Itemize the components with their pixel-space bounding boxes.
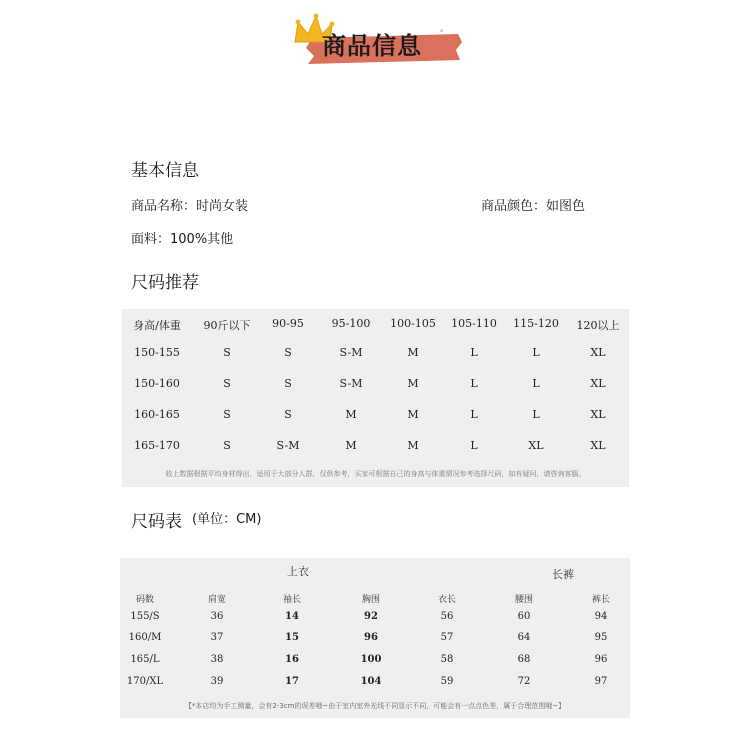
rec-cell: S-M — [339, 346, 363, 359]
rec-cell: L — [470, 439, 478, 452]
rec-cell: S — [223, 377, 231, 390]
chart-row-size: 155/S — [130, 611, 160, 622]
chart-header-cell: 裤长 — [591, 595, 611, 605]
chart-cell: 95 — [594, 632, 608, 643]
rec-cell: L — [532, 346, 540, 359]
page-title: 商品信息 — [322, 32, 422, 60]
rec-cell: XL — [590, 377, 606, 390]
rec-cell: M — [407, 377, 419, 390]
chart-cell: 37 — [210, 632, 224, 643]
rec-cell: XL — [590, 346, 606, 359]
rec-cell: S-M — [276, 439, 300, 452]
rec-header-cell: 90斤以下 — [203, 319, 251, 332]
size-chart-note: 【*本店均为手工测量，会有2-3cm的误差哦~由于室内室外光线不同显示不同，可能会有一点点色差，属于合理范围哦~】 — [184, 702, 566, 710]
chart-cell: 64 — [517, 632, 531, 643]
chart-cell: 104 — [360, 676, 382, 687]
chart-cell: 97 — [594, 676, 608, 687]
chart-cell: 16 — [285, 654, 299, 665]
chart-header-cell: 码数 — [135, 595, 155, 605]
group-top-label: 上衣 — [287, 565, 309, 578]
rec-cell: L — [532, 408, 540, 421]
product-material: 面料：100%其他 — [131, 232, 234, 247]
rec-row-height: 150-160 — [134, 377, 180, 390]
rec-cell: M — [407, 408, 419, 421]
rec-header-cell: 120以上 — [576, 319, 620, 332]
chart-cell: 38 — [210, 654, 224, 665]
size-chart-unit: (单位：CM) — [192, 512, 262, 527]
product-name: 商品名称：时尚女装 — [131, 199, 249, 214]
chart-cell: 92 — [364, 611, 378, 622]
chart-cell: 72 — [517, 676, 531, 687]
rec-cell: L — [470, 377, 478, 390]
chart-row-size: 170/XL — [126, 676, 164, 687]
rec-cell: S — [284, 346, 292, 359]
rec-cell: S-M — [339, 377, 363, 390]
chart-header-cell: 肩宽 — [207, 595, 227, 605]
chart-cell: 60 — [517, 611, 531, 622]
rec-header-cell: 100-105 — [390, 317, 436, 330]
recommendation-table — [122, 309, 629, 487]
rec-header-cell: 身高/体重 — [133, 319, 181, 332]
rec-cell: S — [223, 408, 231, 421]
rec-header-cell: 115-120 — [513, 317, 559, 330]
chart-header-cell: 腰围 — [514, 595, 534, 605]
chart-cell: 59 — [440, 676, 454, 687]
chart-row-size: 165/L — [130, 654, 160, 665]
chart-header-cell: 胸围 — [361, 595, 381, 605]
chart-cell: 100 — [360, 654, 382, 665]
chart-cell: 56 — [440, 611, 454, 622]
rec-header-cell: 105-110 — [451, 317, 497, 330]
basic-info-title: 基本信息 — [131, 161, 199, 181]
recommendation-title: 尺码推荐 — [131, 273, 199, 293]
chart-cell: 36 — [210, 611, 224, 622]
chart-cell: 57 — [440, 632, 454, 643]
rec-row-height: 150-155 — [134, 346, 180, 359]
rec-cell: XL — [590, 439, 606, 452]
rec-cell: L — [532, 377, 540, 390]
chart-row-size: 160/M — [128, 632, 162, 643]
chart-cell: 39 — [210, 676, 224, 687]
size-chart-title: 尺码表 — [131, 512, 182, 532]
rec-row-height: 165-170 — [134, 439, 180, 452]
size-chart-table — [120, 558, 630, 718]
chart-header-cell: 衣长 — [437, 595, 457, 605]
rec-cell: S — [284, 408, 292, 421]
rec-cell: S — [223, 346, 231, 359]
rec-cell: L — [470, 346, 478, 359]
chart-cell: 96 — [594, 654, 608, 665]
recommendation-note: 收上数据根据平均身材得出，适用于大部分人群，仅供参考，买家可根据自己的身高与体重情况参考选择尺码，如有疑问，请咨询客服。 — [165, 470, 586, 478]
chart-cell: 96 — [364, 632, 378, 643]
rec-cell: M — [407, 439, 419, 452]
rec-header-cell: 95-100 — [331, 317, 371, 330]
rec-row-height: 160-165 — [134, 408, 180, 421]
rec-cell: M — [345, 439, 357, 452]
group-pants-label: 长裤 — [552, 568, 574, 581]
product-color: 商品颜色：如图色 — [481, 199, 586, 214]
rec-cell: XL — [528, 439, 544, 452]
rec-header-cell: 90-95 — [272, 317, 304, 330]
rec-cell: M — [407, 346, 419, 359]
chart-cell: 94 — [594, 611, 608, 622]
rec-cell: M — [345, 408, 357, 421]
chart-cell: 58 — [440, 654, 454, 665]
title-dot: 。 — [440, 24, 450, 34]
rec-cell: S — [284, 377, 292, 390]
chart-cell: 15 — [285, 632, 299, 643]
rec-cell: L — [470, 408, 478, 421]
chart-header-cell: 袖长 — [282, 595, 302, 605]
rec-cell: S — [223, 439, 231, 452]
chart-cell: 17 — [285, 676, 299, 687]
rec-cell: XL — [590, 408, 606, 421]
chart-cell: 14 — [285, 611, 299, 622]
chart-cell: 68 — [517, 654, 531, 665]
